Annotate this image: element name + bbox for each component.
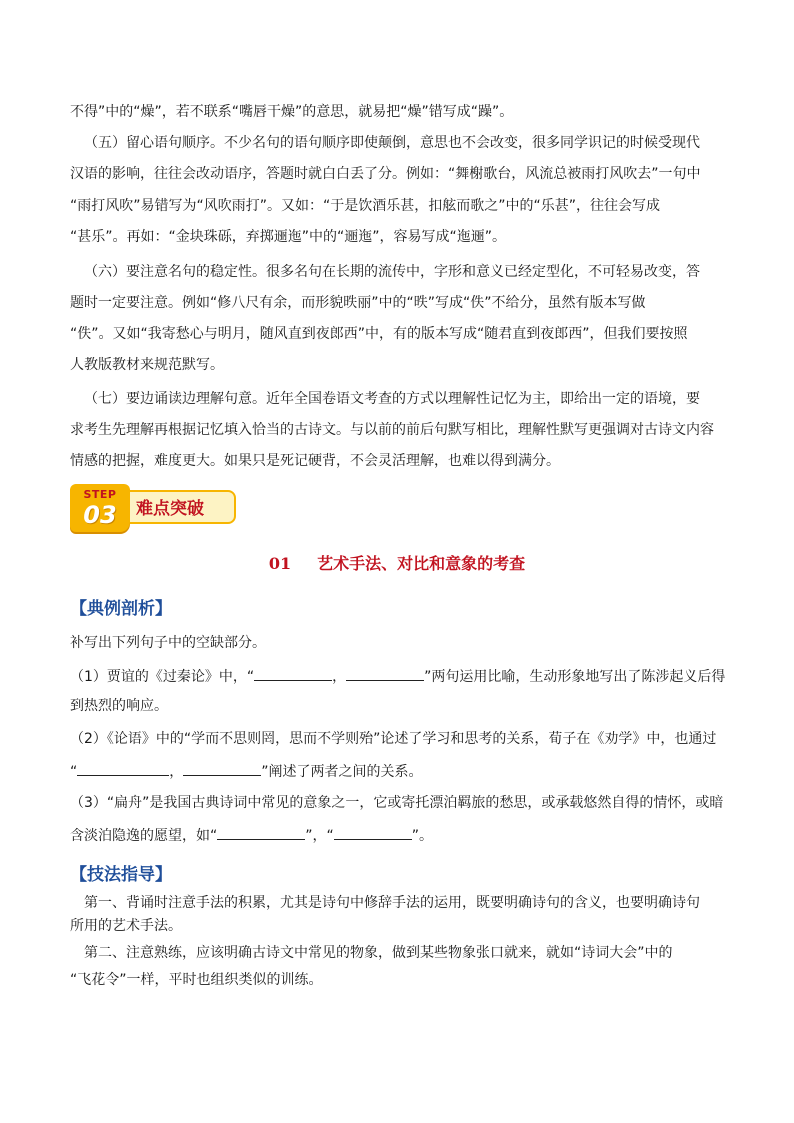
paragraph-line: “雨打风吹”易错写为“风吹雨打”。又如：“于是饮酒乐甚，扣舷而歌之”中的“乐甚”，往往会写成 [70, 198, 661, 214]
question-1 [70, 666, 725, 686]
step-label: STEP [83, 488, 117, 501]
paragraph-line: 不得”中的“燥”，若不联系“嘴唇干燥”的意思，就易把“燥”错写成“躁”。 [70, 104, 514, 120]
step-badge [70, 484, 236, 534]
technique-line: 第二、注意熟练，应该明确古诗文中常见的物象，做到某些物象张口就来，就如“诗词大会”中的 [84, 945, 673, 961]
paragraph-line: “佚”。又如“我寄愁心与明月，随风直到夜郎西”中，有的版本写成“随君直到夜郎西”，但我们要按照 [70, 326, 688, 342]
step-number: 03 [83, 501, 117, 529]
paragraph-line: 题时一定要注意。例如“修八尺有余，而形貌昳丽”中的“昳”写成“佚”不给分，虽然有版本写做 [70, 295, 646, 311]
question-1-cont: 到热烈的响应。 [70, 698, 168, 714]
q2-separator: ， [169, 764, 184, 780]
technique-heading: 【技法指导】 [70, 865, 172, 885]
paragraph-line: （五）留心语句顺序。不少名句的语句顺序即使颠倒，意思也不会改变，很多同学识记的时候受现代 [84, 135, 700, 151]
q2-prefix: “ [70, 764, 78, 780]
paragraph-line: 求考生先理解再根据记忆填入恰当的古诗文。与以前的前后句默写相比，理解性默写更强调对古诗文内容 [70, 422, 714, 438]
paragraph-line: 情感的把握，难度更大。如果只是死记硬背，不会灵活理解，也难以得到满分。 [70, 453, 560, 469]
technique-line: 第一、背诵时注意手法的积累，尤其是诗句中修辞手法的运用，既要明确诗句的含义，也要明确诗句 [84, 895, 700, 911]
paragraph-line: （七）要边诵读边理解句意。近年全国卷语文考查的方式以理解性记忆为主，即给出一定的语境，要 [84, 391, 700, 407]
q3-separator: ”，“ [305, 828, 334, 844]
paragraph-line: “甚乐”。再如：“金块珠砾，弃掷逦迤”中的“逦迤”，容易写成“迤逦”。 [70, 229, 507, 245]
answer-blank[interactable] [217, 825, 305, 840]
q1-suffix: ”两句运用比喻，生动形象地写出了陈涉起义后得 [424, 669, 726, 685]
answer-blank[interactable] [254, 666, 332, 681]
example-heading: 【典例剖析】 [70, 599, 172, 619]
paragraph-line: （六）要注意名句的稳定性。很多名句在长期的流传中，字形和意义已经定型化，不可轻易改变，答 [84, 264, 700, 280]
question-2: （2）《论语》中的“学而不思则罔，思而不学则殆”论述了学习和思考的关系，荀子在《劝学》中，也通过 [70, 731, 717, 747]
section-number: 01 [268, 554, 292, 573]
answer-blank[interactable] [334, 825, 412, 840]
step-title: 难点突破 [136, 499, 204, 519]
q3-suffix: ”。 [411, 828, 434, 844]
q2-suffix: ”阐述了两者之间的关系。 [261, 764, 423, 780]
answer-blank[interactable] [346, 666, 424, 681]
question-2-cont [70, 761, 423, 781]
paragraph-line: 人教版教材来规范默写。 [70, 357, 224, 373]
q3-prefix: 含淡泊隐逸的愿望，如“ [70, 828, 218, 844]
answer-blank[interactable] [183, 761, 261, 776]
technique-line: “飞花令”一样，平时也组织类似的训练。 [70, 972, 323, 988]
q1-separator: ， [332, 669, 347, 685]
technique-line: 所用的艺术手法。 [70, 918, 182, 934]
section-title-text: 艺术手法、对比和意象的考查 [317, 554, 526, 573]
paragraph-line: 汉语的影响，往往会改动语序，答题时就白白丢了分。例如：“舞榭歌台，风流总被雨打风吹去”一句中 [70, 166, 701, 182]
question-3-cont [70, 825, 433, 845]
question-3: （3）“扁舟”是我国古典诗词中常见的意象之一，它或寄托漂泊羁旅的愁思，或承载悠然自得的情怀，或暗 [70, 795, 724, 811]
section-title [0, 551, 794, 574]
answer-blank[interactable] [77, 761, 169, 776]
q1-prefix: （1）贾谊的《过秦论》中，“ [70, 669, 255, 685]
example-intro: 补写出下列句子中的空缺部分。 [70, 635, 266, 651]
